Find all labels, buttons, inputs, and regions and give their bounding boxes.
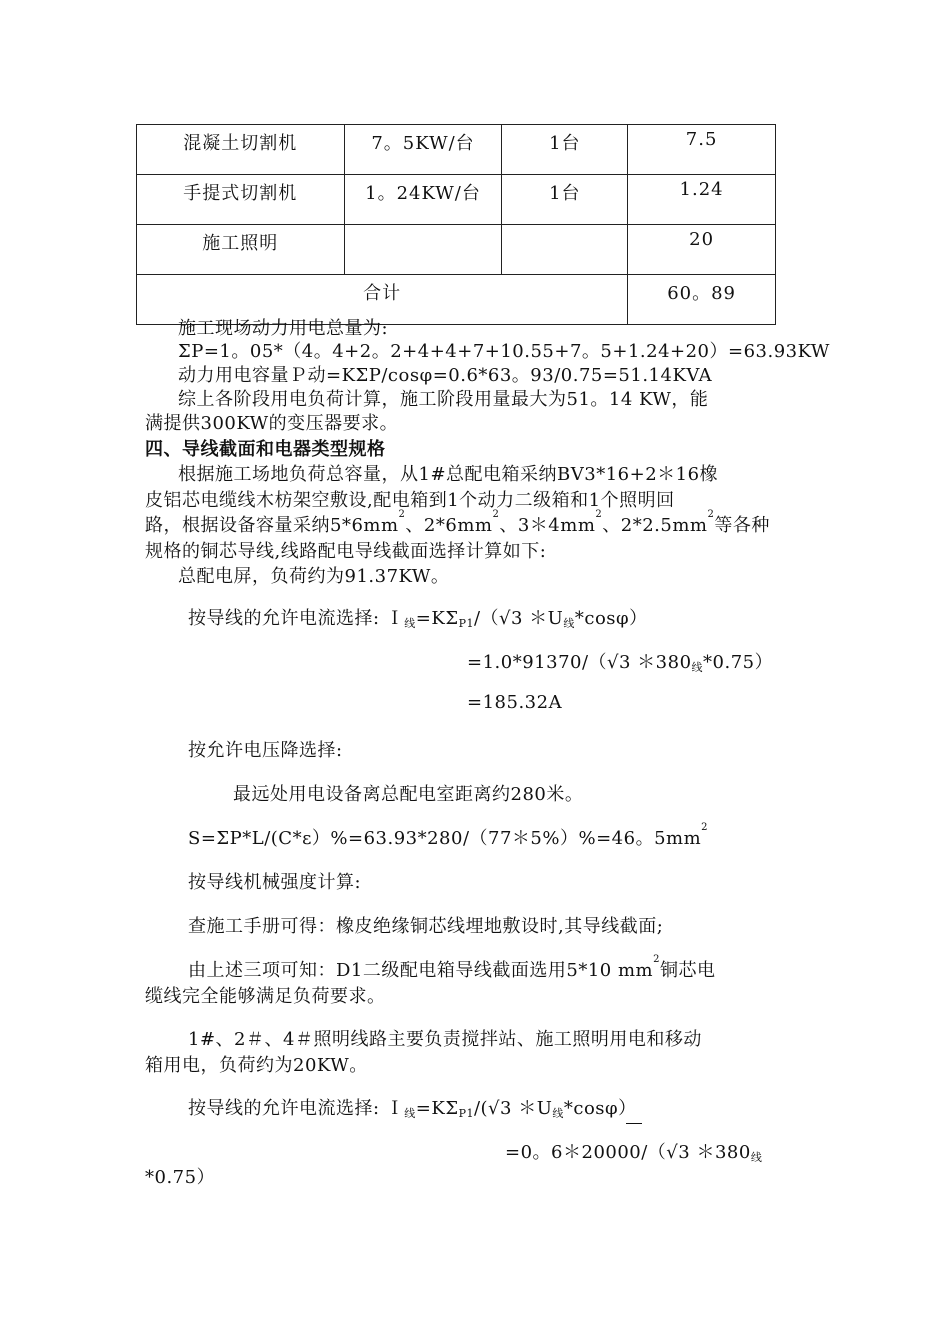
- total-power: 1.24: [628, 175, 776, 225]
- superscript: 2: [653, 954, 660, 965]
- table-row: [137, 125, 776, 175]
- superscript: 2: [595, 509, 603, 520]
- quantity: 1台: [502, 175, 628, 225]
- subscript: 线: [563, 617, 575, 630]
- text-run: /（√3 ＊U: [473, 608, 564, 629]
- formula-line: [188, 604, 648, 630]
- load-table: [136, 124, 776, 325]
- paragraph: [145, 511, 770, 537]
- paragraph: 满提供300KW的变压器要求。: [145, 413, 399, 434]
- formula-line: [505, 1138, 762, 1164]
- subscript: P1: [458, 1107, 474, 1120]
- subscript: P1: [458, 617, 474, 630]
- superscript: 2: [707, 509, 715, 520]
- text-run: 、2*6mm: [405, 515, 493, 536]
- equipment-name: 混凝土切割机: [137, 125, 345, 175]
- text-run: =KΣ: [415, 608, 459, 629]
- section-heading: 四、导线截面和电器类型规格: [145, 439, 386, 460]
- text-run: /(√3 ＊U: [473, 1098, 553, 1119]
- subscript: 线: [750, 1151, 763, 1164]
- sum-label: 合计: [137, 275, 628, 325]
- paragraph: 皮铝芯电缆线木枋架空敷设,配电箱到1个动力二级箱和1个照明回: [145, 490, 675, 511]
- paragraph: [188, 956, 715, 982]
- unit-power: 7。5KW/台: [344, 125, 502, 175]
- paragraph: 规格的铜芯导线,线路配电导线截面选择计算如下:: [145, 541, 547, 562]
- formula-line: [188, 1094, 637, 1120]
- text-run: =1.0*91370/（√3 ＊380: [467, 652, 692, 673]
- unit-power: [344, 225, 502, 275]
- unit-power: 1。24KW/台: [344, 175, 502, 225]
- text-run: 、3＊4mm: [499, 515, 596, 536]
- paragraph: 施工现场动力用电总量为:: [178, 318, 389, 339]
- paragraph: 缆线完全能够满足负荷要求。: [145, 986, 386, 1007]
- formula-line: ΣP=1。05*（4。4+2。2+4+4+7+10.55+7。5+1.24+20）=63.93KW: [178, 341, 830, 362]
- overbar-line: [626, 1123, 642, 1124]
- paragraph: 查施工手册可得：橡皮绝缘铜芯线埋地敷设时,其导线截面;: [188, 916, 664, 937]
- text-run: 按导线的允许电流选择: Ｉ: [188, 1098, 405, 1119]
- paragraph: 箱用电，负荷约为20KW。: [145, 1055, 368, 1076]
- paragraph: 按允许电压降选择:: [188, 740, 343, 761]
- table-row: [137, 225, 776, 275]
- paragraph: 根据施工场地负荷总容量，从1#总配电箱采纳BV3*16+2＊16橡: [178, 464, 719, 485]
- paragraph: 最远处用电设备离总配电室距离约280米。: [233, 784, 584, 805]
- formula-line: 动力用电容量Ｐ动=KΣP/cosφ=0.6*63。93/0.75=51.14KVA: [178, 365, 713, 386]
- text-run: *cosφ）: [563, 1098, 637, 1119]
- superscript: 2: [398, 509, 406, 520]
- text-run: =0。6＊20000/（√3 ＊380: [505, 1142, 751, 1163]
- table-row: [137, 175, 776, 225]
- text-run: 、2*2.5mm: [602, 515, 708, 536]
- text-run: 铜芯电: [659, 960, 716, 981]
- superscript: 2: [701, 822, 709, 833]
- subscript: 线: [404, 1107, 416, 1120]
- text-run: 路，根据设备容量采纳5*6mm: [145, 515, 399, 536]
- equipment-name: 施工照明: [137, 225, 345, 275]
- formula-line: *0.75）: [145, 1167, 216, 1188]
- quantity: [502, 225, 628, 275]
- formula-line: =185.32A: [467, 692, 563, 713]
- total-power: 7.5: [628, 125, 776, 175]
- equipment-name: 手提式切割机: [137, 175, 345, 225]
- formula-line: [188, 824, 708, 850]
- text-run: *0.75）: [703, 652, 774, 673]
- text-run: S=ΣP*L/(C*ε）%=63.93*280/（77＊5%）%=46。5mm: [188, 828, 702, 849]
- subscript: 线: [552, 1107, 564, 1120]
- text-run: 等各种: [714, 515, 770, 536]
- paragraph: 总配电屏，负荷约为91.37KW。: [178, 566, 450, 587]
- text-run: 由上述三项可知：D1二级配电箱导线截面选用5*10 mm: [188, 960, 654, 981]
- paragraph: 按导线机械强度计算:: [188, 872, 362, 893]
- sum-value: 60。89: [628, 275, 776, 325]
- total-power: 20: [628, 225, 776, 275]
- subscript: 线: [404, 617, 416, 630]
- paragraph: 综上各阶段用电负荷计算，施工阶段用量最大为51。14 KW，能: [178, 389, 709, 410]
- superscript: 2: [492, 509, 500, 520]
- text-run: *cosφ）: [574, 608, 648, 629]
- subscript: 线: [691, 661, 704, 674]
- paragraph: 1#、2＃、4＃照明线路主要负责搅拌站、施工照明用电和移动: [188, 1029, 702, 1050]
- formula-line: [467, 648, 773, 674]
- text-run: =KΣ: [415, 1098, 459, 1119]
- text-run: 按导线的允许电流选择: Ｉ: [188, 608, 405, 629]
- quantity: 1台: [502, 125, 628, 175]
